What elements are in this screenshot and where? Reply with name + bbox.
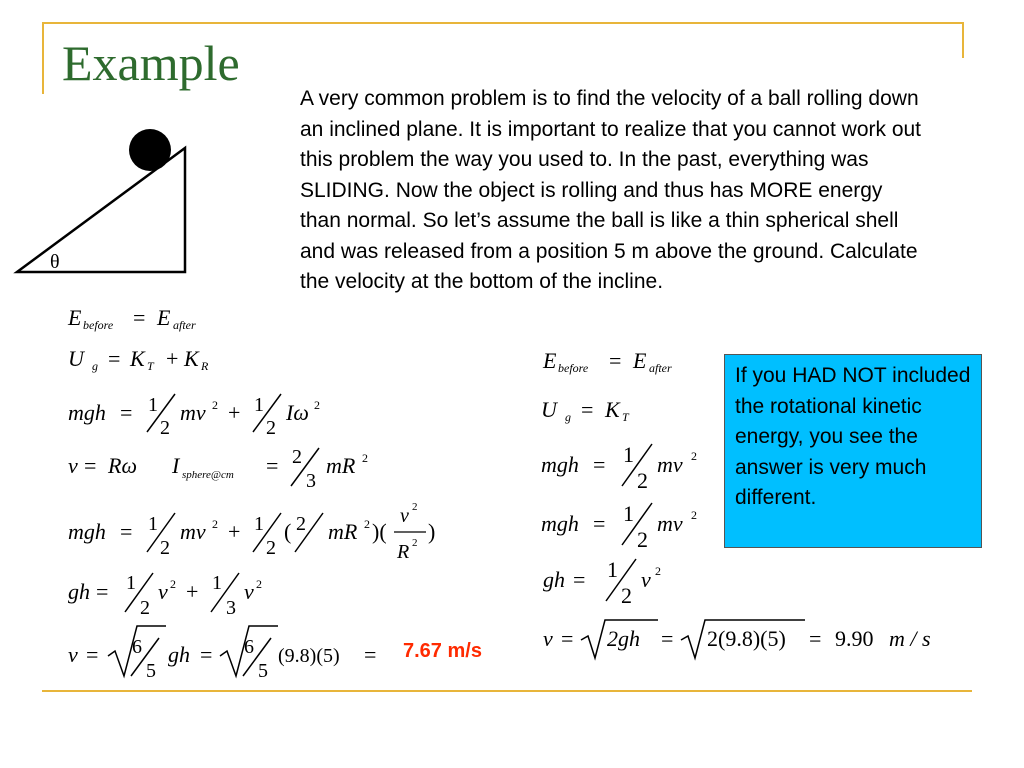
e6-num2: 1 bbox=[212, 572, 222, 594]
e7-num2: 6 bbox=[244, 636, 254, 658]
r6-eq: = bbox=[561, 626, 574, 651]
incline-diagram bbox=[10, 120, 200, 285]
e5-frac-Rsq: 2 bbox=[412, 537, 418, 549]
e2-R: R bbox=[201, 359, 209, 373]
e5-sq2: 2 bbox=[364, 517, 370, 531]
e5-num3: 2 bbox=[296, 513, 306, 535]
r2-g: g bbox=[565, 410, 571, 424]
r5-v: v bbox=[641, 567, 651, 592]
callout-box: If you HAD NOT included the rotational kinetic energy, you see the answer is very much different. bbox=[724, 354, 982, 548]
e5-num2: 1 bbox=[254, 513, 264, 535]
r3-eq: = bbox=[593, 452, 606, 477]
r1-E2: E bbox=[633, 348, 647, 373]
r2-U: U bbox=[541, 397, 557, 422]
e3-eq: = bbox=[120, 400, 133, 425]
e4-sq: 2 bbox=[362, 451, 368, 465]
e6-eq: = bbox=[96, 579, 109, 604]
req-mgh-2 bbox=[541, 501, 697, 552]
slide-title: Example bbox=[62, 35, 240, 91]
r1-E: E bbox=[543, 348, 557, 373]
e5-mv: mv bbox=[180, 519, 206, 544]
e5-mid: )( bbox=[372, 519, 387, 544]
r4-den: 2 bbox=[637, 527, 648, 552]
e5-frac-vsq: 2 bbox=[412, 501, 418, 513]
result-value: 7.67 m/s bbox=[403, 640, 482, 662]
e3-sq: 2 bbox=[212, 398, 218, 412]
r2-K: K bbox=[605, 397, 620, 422]
req-potential-kinetic bbox=[541, 397, 630, 424]
e4-sub: sphere@cm bbox=[182, 469, 234, 481]
e4-v: v bbox=[68, 453, 78, 478]
r3-mv: mv bbox=[657, 452, 683, 477]
r5-gh: gh bbox=[543, 567, 565, 592]
eq-mgh-rotational bbox=[68, 394, 320, 439]
r1-eq: = bbox=[609, 348, 622, 373]
e3-den: 2 bbox=[160, 417, 170, 439]
e5-close: ) bbox=[428, 519, 436, 544]
e2-T: T bbox=[147, 359, 154, 373]
r4-mv: mv bbox=[657, 511, 683, 536]
e4-I: I bbox=[172, 453, 180, 478]
e7-eq2: = bbox=[200, 642, 213, 667]
r3-sq: 2 bbox=[691, 449, 697, 463]
e5-mgh: mgh bbox=[68, 519, 106, 544]
r6-eq2: = bbox=[661, 626, 674, 651]
e1-eq: = bbox=[133, 305, 146, 330]
e6-num: 1 bbox=[126, 572, 136, 594]
r4-eq: = bbox=[593, 511, 606, 536]
r4-sq: 2 bbox=[691, 508, 697, 522]
r5-num: 1 bbox=[607, 557, 618, 582]
e5-mR: mR bbox=[328, 519, 358, 544]
e4-Rw: Rω bbox=[108, 453, 137, 478]
e7-gh: gh bbox=[168, 642, 190, 667]
e3-mv: mv bbox=[180, 400, 206, 425]
r4-mgh: mgh bbox=[541, 511, 579, 536]
e6-sq: 2 bbox=[170, 577, 176, 591]
r6-ans: 9.90 bbox=[835, 626, 874, 651]
e5-open: ( bbox=[284, 519, 292, 544]
e3-mgh: mgh bbox=[68, 400, 106, 425]
e1-E2: E bbox=[157, 305, 171, 330]
e6-sq2: 2 bbox=[256, 577, 262, 591]
eq-gh bbox=[68, 572, 262, 619]
e3-den2: 2 bbox=[266, 417, 276, 439]
e4-mR: mR bbox=[326, 453, 356, 478]
e1-after: after bbox=[173, 318, 196, 332]
e3-num2: 1 bbox=[254, 394, 264, 416]
e7-v: v bbox=[68, 642, 78, 667]
ball-icon bbox=[129, 129, 171, 171]
e3-num: 1 bbox=[148, 394, 158, 416]
eq-potential-kinetic bbox=[68, 346, 209, 373]
e2-K2: K bbox=[184, 346, 199, 371]
r2-T: T bbox=[622, 410, 629, 424]
r6-eq3: = bbox=[809, 626, 822, 651]
e1-E: E bbox=[68, 305, 82, 330]
r3-mgh: mgh bbox=[541, 452, 579, 477]
e4-den: 3 bbox=[306, 470, 316, 492]
r4-num: 1 bbox=[623, 501, 634, 526]
r1-before: before bbox=[558, 361, 589, 375]
e7-den2: 5 bbox=[258, 660, 268, 682]
e5-den: 2 bbox=[160, 537, 170, 559]
eq-v-and-inertia bbox=[68, 446, 368, 492]
e6-den2: 3 bbox=[226, 597, 236, 619]
e7-eq: = bbox=[86, 642, 99, 667]
e6-plus: + bbox=[186, 579, 199, 604]
req-energy-conservation bbox=[542, 348, 672, 375]
r5-den: 2 bbox=[621, 583, 632, 608]
req-gh bbox=[543, 557, 661, 608]
theta-label: θ bbox=[50, 251, 60, 273]
e2-g: g bbox=[92, 359, 98, 373]
e1-before: before bbox=[83, 318, 114, 332]
e4-num: 2 bbox=[292, 446, 302, 468]
e2-U: U bbox=[68, 346, 84, 371]
eq-energy-conservation bbox=[67, 305, 196, 332]
r2-eq: = bbox=[581, 397, 594, 422]
e3-Iw: Iω bbox=[286, 400, 309, 425]
left-equations bbox=[60, 298, 540, 690]
e6-den: 2 bbox=[140, 597, 150, 619]
r1-after: after bbox=[649, 361, 672, 375]
e5-frac-R: R bbox=[397, 541, 410, 563]
r5-eq: = bbox=[573, 567, 586, 592]
eq-full-substitution bbox=[68, 501, 435, 563]
e5-frac-v: v bbox=[400, 505, 409, 527]
e6-v2: v bbox=[244, 579, 254, 604]
e7-vals: (9.8)(5) bbox=[278, 645, 340, 667]
r6-v: v bbox=[543, 626, 553, 651]
e6-v: v bbox=[158, 579, 168, 604]
r3-den: 2 bbox=[637, 468, 648, 493]
e4-eq2: = bbox=[266, 453, 279, 478]
frame-top-rule bbox=[42, 22, 964, 24]
r3-num: 1 bbox=[623, 442, 634, 467]
req-mgh-1 bbox=[541, 442, 697, 493]
e2-eq: = bbox=[108, 346, 121, 371]
e5-num: 1 bbox=[148, 513, 158, 535]
e2-K: K bbox=[130, 346, 145, 371]
e5-sq: 2 bbox=[212, 517, 218, 531]
e7-eq3: = bbox=[364, 642, 377, 667]
r5-sq: 2 bbox=[655, 564, 661, 578]
r6-rad2: 2(9.8)(5) bbox=[707, 626, 786, 651]
e5-den2: 2 bbox=[266, 537, 276, 559]
e5-plus: + bbox=[228, 519, 241, 544]
e7-num: 6 bbox=[132, 636, 142, 658]
e2-plus: + bbox=[166, 346, 179, 371]
eq-final-velocity bbox=[68, 626, 376, 682]
req-final-velocity bbox=[543, 620, 931, 658]
frame-bottom-rule bbox=[42, 690, 972, 692]
e4-eq: = bbox=[84, 453, 97, 478]
frame-left-rule bbox=[42, 22, 44, 94]
r6-unit: m / s bbox=[889, 626, 931, 651]
e3-sq2: 2 bbox=[314, 398, 320, 412]
problem-text: A very common problem is to find the velocity of a ball rolling down an inclined plane. It is important to realize that you cannot work out this problem the way you used to. In the past, everything was SLIDING. Now the object is rolling and thus has MORE energy than normal. So let’s assume the ball is like a thin spherical shell and was released from a position 5 m above the ground. Calculate the velocity at the bottom of the incline. bbox=[300, 87, 922, 293]
r6-rad1: 2gh bbox=[607, 626, 640, 651]
frame-right-rule bbox=[962, 22, 964, 58]
e5-eq: = bbox=[120, 519, 133, 544]
e6-gh: gh bbox=[68, 579, 90, 604]
e7-den: 5 bbox=[146, 660, 156, 682]
e3-plus: + bbox=[228, 400, 241, 425]
